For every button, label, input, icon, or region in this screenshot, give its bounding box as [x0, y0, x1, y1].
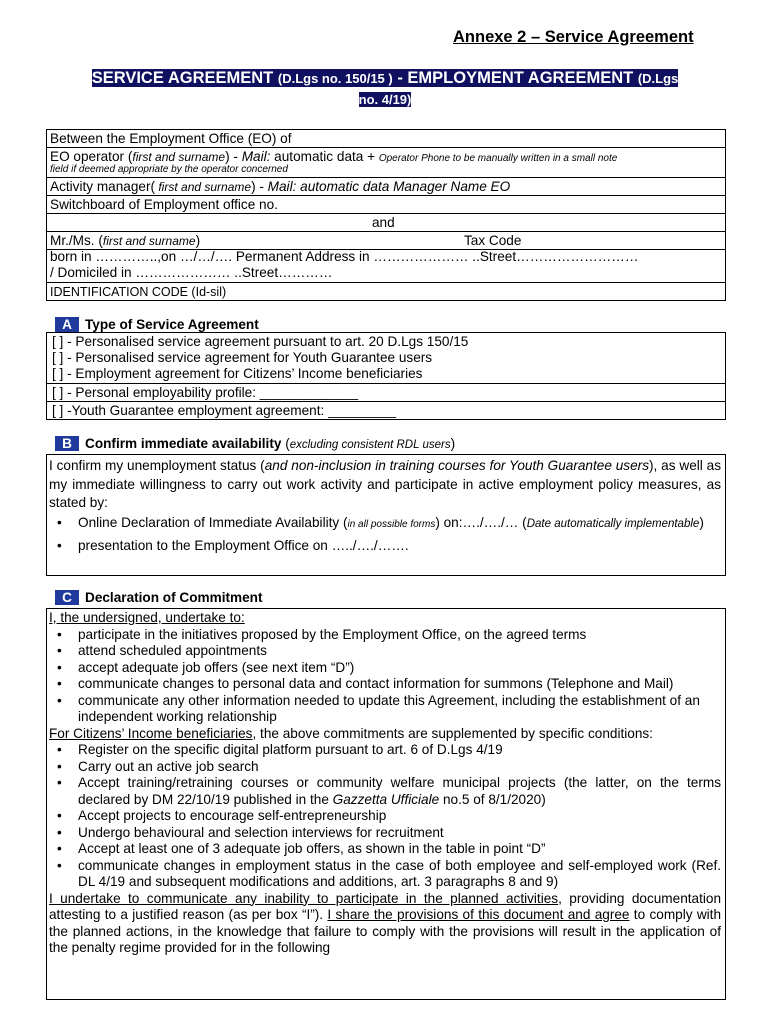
section-b-note	[281, 436, 455, 451]
final-share-provisions: I share the provisions of this document and agree	[327, 907, 630, 922]
online-declaration-auto: Date automatically implementable	[526, 518, 700, 530]
title-employment-agreement: EMPLOYMENT AGREEMENT	[407, 69, 634, 87]
row-beneficiary	[47, 231, 725, 250]
availability-list	[49, 513, 721, 555]
row-and	[47, 214, 725, 231]
beneficiary-label: Mr./Ms. (	[50, 233, 103, 248]
availability-text-c: ), as well as my immediate willingness to carry out work activity and participate in active employment policy measures, as stated by:	[49, 458, 722, 510]
employment-office-label: Between the Employment Office (EO) of	[50, 131, 292, 146]
section-a-options	[47, 333, 725, 384]
section-a-badge: A	[55, 317, 79, 332]
section-b-box	[46, 454, 726, 576]
commitment-intro: I, the undersigned, undertake to:	[49, 610, 245, 625]
activity-manager-mail: Mail: automatic data Manager Name EO	[267, 179, 511, 194]
commitment-item: • attend scheduled appointments	[49, 643, 721, 660]
commitment-item: • communicate any other information needed to update this Agreement, including the establishment of an independent working relationship	[49, 693, 721, 726]
eo-operator-note-cont: field if deemed appropriate by the operator concerned	[50, 164, 288, 175]
option-personalised-agreement[interactable]: [ ] - Personalised service agreement pursuant to art. 20 D.Lgs 150/15	[52, 334, 469, 349]
title-separator: -	[392, 69, 408, 87]
section-c-badge: C	[55, 590, 79, 605]
identification-code-label: IDENTIFICATION CODE (Id-sil)	[50, 285, 227, 299]
title-service-agreement: SERVICE AGREEMENT	[91, 69, 274, 87]
section-b-note-text: excluding consistent RDL users	[289, 439, 451, 451]
commitment-content	[49, 610, 721, 957]
switchboard-label: Switchboard of Employment office no.	[50, 197, 278, 212]
title-employment-ref-b: no. 4/19)	[358, 92, 412, 107]
domicile-line: / Domiciled in ………………… ..Street…………	[50, 265, 333, 280]
row-activity-manager	[47, 178, 725, 196]
rdc-item: • Undergo behavioural and selection interviews for recruitment	[49, 825, 721, 842]
online-declaration-forms: in all possible forms	[347, 519, 436, 530]
availability-text-a: I confirm my unemployment status (	[49, 458, 265, 473]
rdc-item: • Carry out an active job search	[49, 759, 721, 776]
rdc-item	[49, 775, 721, 808]
row-id-code	[47, 283, 725, 300]
section-c-box	[46, 608, 726, 1000]
section-b-note-close: )	[450, 436, 456, 451]
title-employment-ref-a: (D.Lgs	[637, 71, 679, 86]
gazzetta-ref: no.5 of 8/1/2020)	[439, 791, 546, 807]
option-citizens-income[interactable]: [ ] - Employment agreement for Citizens’ Income beneficiaries	[52, 366, 423, 381]
availability-online-declaration	[49, 513, 721, 534]
commitment-item: • participate in the initiatives proposed by the Employment Office, on the agreed terms	[49, 627, 721, 644]
document-title	[40, 68, 730, 110]
beneficiary-close: )	[195, 233, 201, 248]
option-yg-employment-agreement[interactable]: [ ] -Youth Guarantee employment agreement: _________	[52, 403, 397, 418]
final-undertake: I undertake to communicate any inability to participate in the planned activities	[49, 890, 559, 906]
section-c-title: Declaration of Commitment	[85, 590, 263, 605]
eo-operator-mail-value: automatic data +	[270, 149, 379, 164]
rdc-item: • Accept projects to encourage self-entrepreneurship	[49, 808, 721, 825]
parties-table	[46, 129, 726, 301]
activity-manager-label: Activity manager(	[50, 179, 156, 194]
and-label: and	[372, 215, 395, 230]
title-service-ref: (D.Lgs no. 150/15 )	[277, 71, 393, 86]
online-declaration-close: )	[699, 515, 704, 530]
eo-operator-hint: first and surname	[132, 150, 226, 164]
eo-operator-phone-note: Operator Phone to be manually written in a small note	[378, 153, 618, 164]
eo-operator-label: EO operator (	[50, 149, 133, 164]
rdc-item: • communicate changes in employment status in the case of both employee and self-employed work (Ref. DL 4/19 and subsequent modifications and additions, art. 3 paragraphs 8 and 9)	[49, 858, 721, 891]
availability-text-b: and non-inclusion in training courses for Youth Guarantee users	[264, 458, 649, 473]
section-a-table	[46, 332, 726, 420]
rdc-intro-text: , the above commitments are supplemented by specific conditions:	[252, 725, 653, 741]
commitment-list	[49, 627, 721, 726]
commitment-item: • accept adequate job offers (see next item “D”)	[49, 660, 721, 677]
rdc-intro	[49, 726, 721, 743]
availability-statement	[49, 457, 721, 513]
rdc-item-training: Accept training/retraining courses or community welfare municipal projects (the latter, on the terms declared by DM 22/10/19 published in the	[78, 775, 721, 807]
rdc-item: • Accept at least one of 3 adequate job offers, as shown in the table in point “D”	[49, 841, 721, 858]
commitment-item: • communicate changes to personal data and contact information for summons (Telephone and Mail)	[49, 676, 721, 693]
beneficiary-line	[50, 233, 200, 249]
eo-operator-sep: ) -	[225, 149, 242, 164]
option-employability-profile[interactable]: [ ] - Personal employability profile: _____________	[52, 385, 359, 400]
rdc-intro-label: For Citizens’ Income beneficiaries	[49, 725, 253, 741]
online-declaration-text: Online Declaration of Immediate Availability (	[78, 515, 348, 530]
section-b-heading	[55, 436, 455, 451]
section-c-heading	[55, 590, 263, 605]
final-documentation: , providing documentation attesting to a justified reason (as per box “I”).	[49, 890, 722, 922]
section-a-profile	[47, 384, 725, 402]
row-birth-address	[47, 249, 725, 283]
activity-manager-line	[50, 179, 510, 195]
gazzetta-ufficiale: Gazzetta Ufficiale	[332, 791, 440, 807]
activity-manager-hint: first and surname	[155, 180, 252, 194]
tax-code-label: Tax Code	[464, 233, 522, 248]
section-a-yg-agreement	[47, 402, 725, 419]
section-a-heading	[55, 317, 259, 332]
section-b-badge: B	[55, 436, 79, 451]
section-b-title: Confirm immediate availability	[85, 436, 282, 451]
rdc-item: • Register on the specific digital platform pursuant to art. 6 of D.Lgs 4/19	[49, 742, 721, 759]
final-comply: to comply with the planned actions, in the knowledge that failure to comply with the provisions will result in the application of the penalty regime provided for in the following	[49, 907, 722, 955]
availability-office-presentation: • presentation to the Employment Office on …../…./…….	[49, 536, 721, 555]
commitment-final	[49, 891, 721, 957]
option-youth-guarantee[interactable]: [ ] - Personalised service agreement for Youth Guarantee users	[52, 350, 433, 365]
beneficiary-hint: first and surname	[102, 234, 196, 248]
rdc-list	[49, 742, 721, 891]
eo-operator-mail-label: Mail:	[241, 149, 271, 164]
activity-manager-sep: ) -	[251, 179, 268, 194]
annex-title: Annexe 2 – Service Agreement	[453, 28, 694, 46]
section-b-note-open: (	[281, 436, 290, 451]
row-switchboard	[47, 196, 725, 214]
section-a-title: Type of Service Agreement	[85, 317, 259, 332]
row-employment-office	[47, 130, 725, 148]
birth-address-line: born in …………..,on …/…/…. Permanent Address in ………………… ..Street………………………	[50, 249, 639, 264]
row-eo-operator	[47, 148, 725, 178]
online-declaration-date: ) on:…./…./… (	[435, 515, 527, 530]
